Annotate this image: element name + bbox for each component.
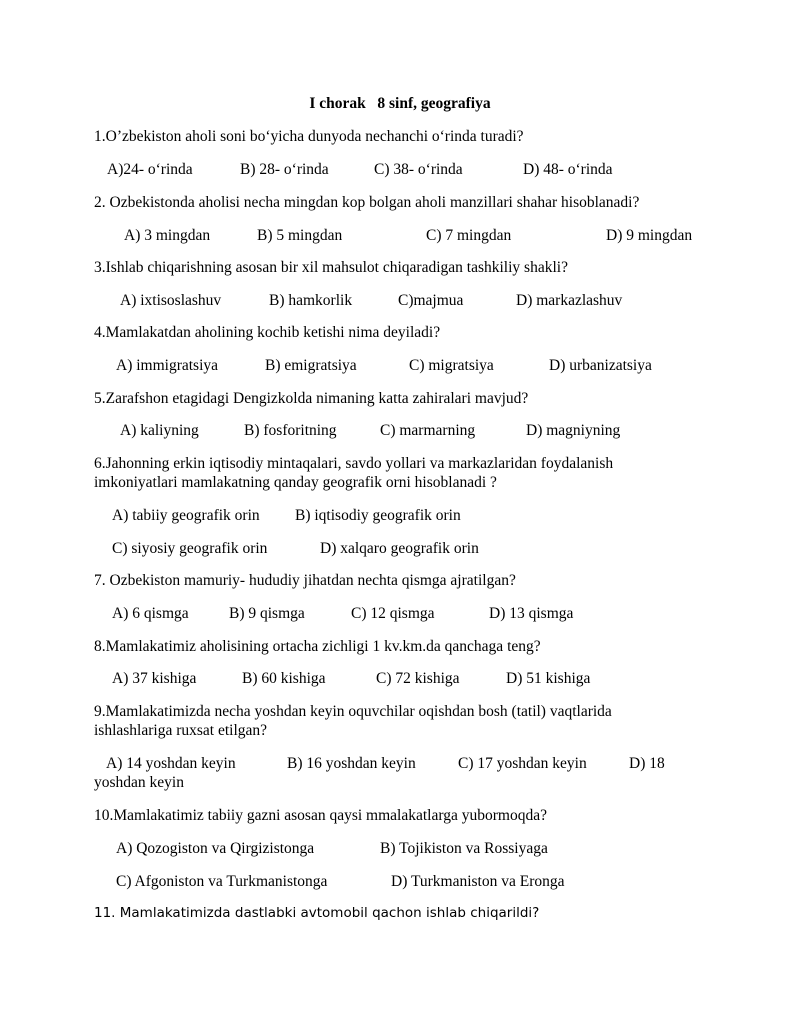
- option-b: B) 5 mingdan: [257, 227, 343, 244]
- option-d: D) urbanizatsiya: [549, 357, 652, 374]
- option-c: C) 72 kishiga: [376, 670, 460, 687]
- question-2: 2. Ozbekistonda aholisi necha mingdan kop bolgan aholi manzillari shahar hisoblanadi?: [94, 194, 640, 211]
- option-c: C)majmua: [398, 292, 464, 309]
- option-c: C) 38- o‘rinda: [374, 161, 463, 178]
- question-1: 1.O’zbekiston aholi soni bo‘yicha dunyoda nechanchi o‘rinda turadi?: [94, 128, 524, 145]
- option-d: D) 51 kishiga: [506, 670, 591, 687]
- option-b: B) emigratsiya: [265, 357, 357, 374]
- question-6: 6.Jahonning erkin iqtisodiy mintaqalari, savdo yollari va markazlaridan foydalanish imkoniyatlari mamlakatning qanday geografik orni hisoblanadi ?: [94, 455, 614, 491]
- option-b: B) iqtisodiy geografik orin: [295, 507, 461, 524]
- option-b: B) Tojikiston va Rossiyaga: [380, 840, 548, 857]
- option-a: A) kaliyning: [120, 422, 199, 439]
- option-a: A) 14 yoshdan keyin: [106, 755, 236, 772]
- option-b: B) 9 qismga: [229, 605, 305, 622]
- option-c: C) siyosiy geografik orin: [112, 540, 268, 557]
- option-a: A) Qozogiston va Qirgizistonga: [116, 840, 315, 857]
- option-a: A) ixtisoslashuv: [120, 292, 222, 309]
- question-9: 9.Mamlakatimizda necha yoshdan keyin oquvchilar oqishdan bosh (tatil) vaqtlarida ishlashlariga ruxsat etilgan?: [94, 703, 612, 739]
- option-c: C) marmarning: [380, 422, 476, 439]
- option-c: C) migratsiya: [409, 357, 494, 374]
- option-d: D) markazlashuv: [516, 292, 623, 309]
- option-a: A) 6 qismga: [112, 605, 189, 622]
- question-3: 3.Ishlab chiqarishning asosan bir xil mahsulot chiqaradigan tashkiliy shakli?: [94, 259, 568, 276]
- option-b: B) 60 kishiga: [242, 670, 326, 687]
- option-b: B) 28- o‘rinda: [240, 161, 329, 178]
- option-d: D) 9 mingdan: [606, 227, 693, 244]
- option-c: C) 12 qismga: [351, 605, 435, 622]
- question-11: 11. Mamlakatimizda dastlabki avtomobil qachon ishlab chiqarildi?: [94, 905, 540, 921]
- question-10: 10.Mamlakatimiz tabiiy gazni asosan qaysi mmalakatlarga yubormoqda?: [94, 807, 547, 824]
- option-d: D) 48- o‘rinda: [523, 161, 613, 178]
- option-a: A) immigratsiya: [116, 357, 219, 374]
- option-b: B) 16 yoshdan keyin: [287, 755, 416, 772]
- option-d: D) 18 yoshdan keyin: [94, 755, 665, 791]
- question-5: 5.Zarafshon etagidagi Dengizkolda nimaning katta zahiralari mavjud?: [94, 390, 529, 407]
- option-d: D) magniyning: [526, 422, 621, 439]
- option-a: A) 37 kishiga: [112, 670, 197, 687]
- option-c: C) Afgoniston va Turkmanistonga: [116, 873, 328, 890]
- option-a: A)24- o‘rinda: [107, 161, 193, 178]
- option-a: A) 3 mingdan: [124, 227, 211, 244]
- page-title: I chorak 8 sinf, geografiya: [309, 95, 491, 112]
- option-a: A) tabiiy geografik orin: [112, 507, 260, 524]
- option-c: C) 7 mingdan: [426, 227, 512, 244]
- option-b: B) fosforitning: [244, 422, 337, 439]
- question-8: 8.Mamlakatimiz aholisining ortacha zichligi 1 kv.km.da qanchaga teng?: [94, 638, 541, 655]
- option-d: D) Turkmaniston va Eronga: [391, 873, 565, 890]
- option-c: C) 17 yoshdan keyin: [458, 755, 587, 772]
- option-b: B) hamkorlik: [269, 292, 353, 309]
- option-d: D) 13 qismga: [489, 605, 574, 622]
- option-d: D) xalqaro geografik orin: [320, 540, 479, 557]
- question-7: 7. Ozbekiston mamuriy- hududiy jihatdan nechta qismga ajratilgan?: [94, 572, 516, 589]
- question-4: 4.Mamlakatdan aholining kochib ketishi nima deyiladi?: [94, 324, 441, 341]
